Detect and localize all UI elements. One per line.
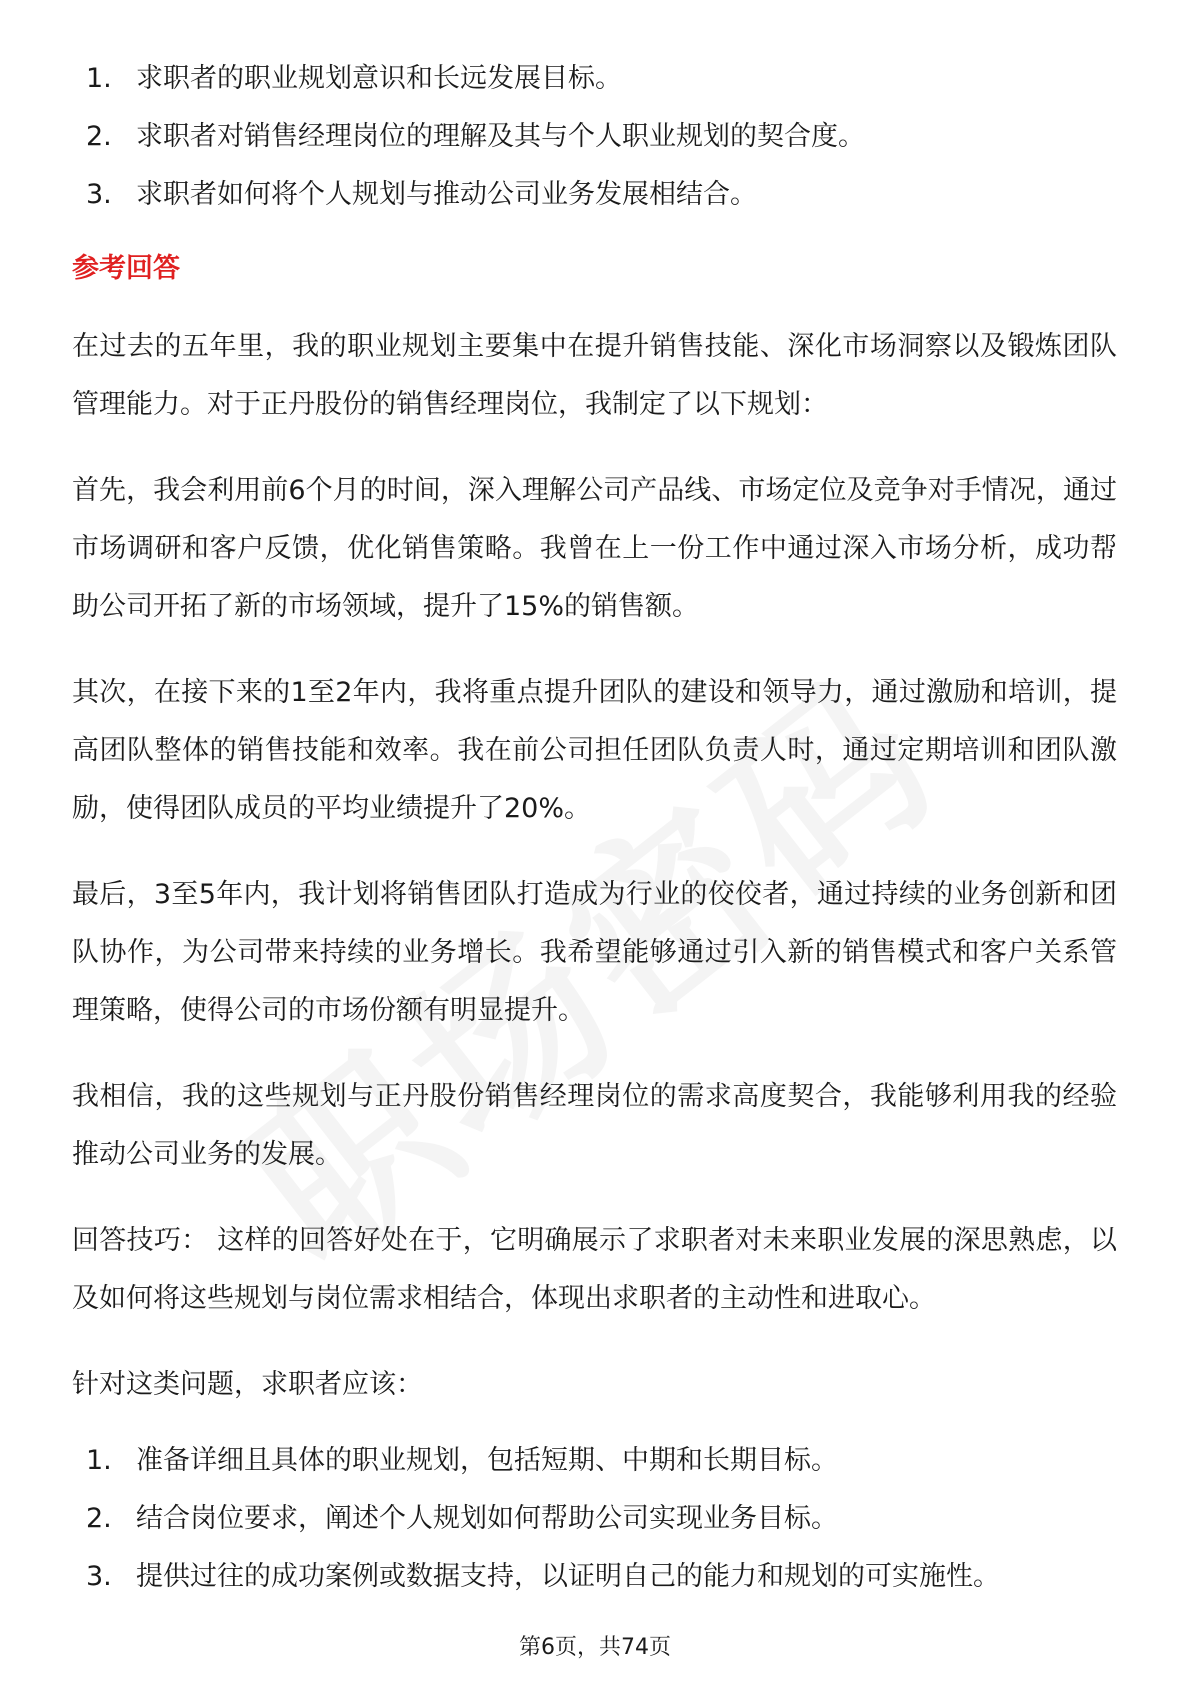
list-number: 3. bbox=[86, 1561, 112, 1592]
section-heading: 参考回答 bbox=[72, 253, 180, 284]
advice-intro: 针对这类问题，求职者应该： bbox=[72, 1369, 423, 1400]
list-item bbox=[72, 176, 1122, 234]
advice-list bbox=[72, 1442, 1122, 1616]
list-text: 求职者对销售经理岗位的理解及其与个人职业规划的契合度。 bbox=[136, 121, 865, 152]
answer-paragraph: 在过去的五年里，我的职业规划主要集中在提升销售技能、深化市场洞察以及锻炼团队管理能力。对于正丹股份的销售经理岗位，我制定了以下规划： bbox=[72, 331, 1117, 420]
list-number: 2. bbox=[86, 121, 112, 152]
list-item bbox=[72, 1558, 1122, 1616]
list-number: 1. bbox=[86, 63, 112, 94]
list-item bbox=[72, 118, 1122, 176]
answer-paragraph: 首先，我会利用前6个月的时间，深入理解公司产品线、市场定位及竞争对手情况，通过市场调研和客户反馈，优化销售策略。我曾在上一份工作中通过深入市场分析，成功帮助公司开拓了新的市场领域，提升了15%的销售额。 bbox=[72, 475, 1117, 622]
page-number: 第6页，共74页 bbox=[519, 1635, 671, 1660]
list-text: 提供过往的成功案例或数据支持，以证明自己的能力和规划的可实施性。 bbox=[136, 1561, 1000, 1592]
list-text: 准备详细且具体的职业规划，包括短期、中期和长期目标。 bbox=[136, 1445, 838, 1476]
list-number: 2. bbox=[86, 1503, 112, 1534]
page-content bbox=[72, 60, 1122, 1616]
list-text: 结合岗位要求，阐述个人规划如何帮助公司实现业务目标。 bbox=[136, 1503, 838, 1534]
list-number: 3. bbox=[86, 179, 112, 210]
tips-paragraph: 回答技巧： 这样的回答好处在于，它明确展示了求职者对未来职业发展的深思熟虑，以及如何将这些规划与岗位需求相结合，体现出求职者的主动性和进取心。 bbox=[72, 1225, 1117, 1314]
list-text: 求职者的职业规划意识和长远发展目标。 bbox=[136, 63, 622, 94]
list-number: 1. bbox=[86, 1445, 112, 1476]
answer-paragraph: 最后，3至5年内，我计划将销售团队打造成为行业的佼佼者，通过持续的业务创新和团队协作，为公司带来持续的业务增长。我希望能够通过引入新的销售模式和客户关系管理策略，使得公司的市场份额有明显提升。 bbox=[72, 879, 1117, 1026]
list-item bbox=[72, 1500, 1122, 1558]
criteria-list bbox=[72, 60, 1122, 234]
list-text: 求职者如何将个人规划与推动公司业务发展相结合。 bbox=[136, 179, 757, 210]
answer-paragraph: 其次，在接下来的1至2年内，我将重点提升团队的建设和领导力，通过激励和培训，提高团队整体的销售技能和效率。我在前公司担任团队负责人时，通过定期培训和团队激励，使得团队成员的平均业绩提升了20%。 bbox=[72, 677, 1117, 824]
list-item bbox=[72, 60, 1122, 118]
list-item bbox=[72, 1442, 1122, 1500]
answer-paragraph: 我相信，我的这些规划与正丹股份销售经理岗位的需求高度契合，我能够利用我的经验推动公司业务的发展。 bbox=[72, 1081, 1117, 1170]
